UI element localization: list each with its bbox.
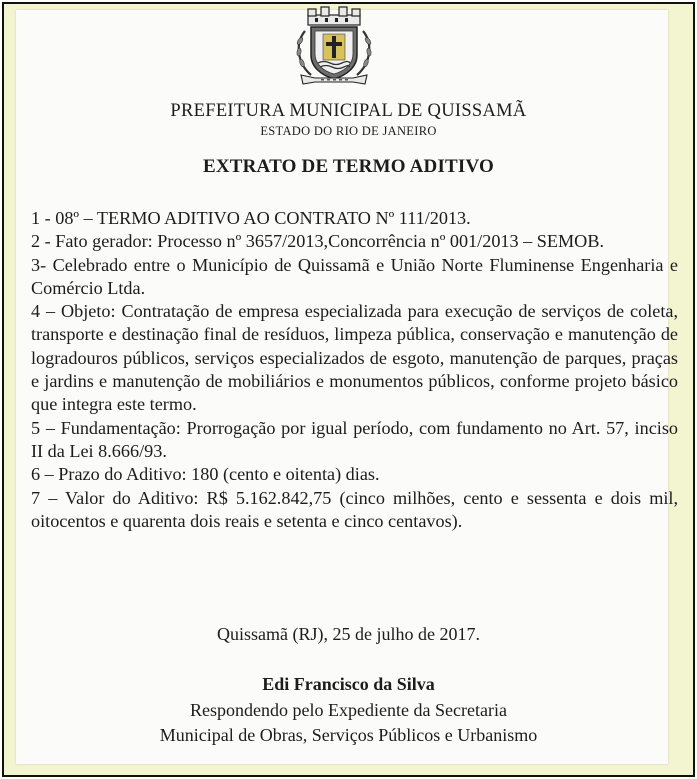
organization-name: PREFEITURA MUNICIPAL DE QUISSAMÃ [170, 101, 527, 121]
clause-7: 7 – Valor do Aditivo: R$ 5.162.842,75 (cinco milhões, cento e sessenta e dois mil, oitocentos e quarenta dois reais e setenta e cinco centavos). [31, 487, 678, 531]
document-title: EXTRATO DE TERMO ADITIVO [202, 156, 495, 177]
signer-name: Edi Francisco da Silva [262, 674, 435, 694]
document-body [31, 207, 678, 533]
clause-5: 5 – Fundamentação: Prorrogação por igual período, com fundamento no Art. 57, inciso II da Lei 8.666/93. [31, 417, 678, 461]
signer-role-line-2: Municipal de Obras, Serviços Públicos e Urbanismo [159, 725, 538, 745]
clause-3: 3- Celebrado entre o Município de Quissamã e União Norte Fluminense Engenharia e Comércio Ltda. [31, 254, 678, 298]
clause-1: 1 - 08º – TERMO ADITIVO AO CONTRATO Nº 111/2013. [31, 208, 471, 228]
municipal-coat-of-arms-icon [291, 5, 377, 91]
place-and-date: Quissamã (RJ), 25 de julho de 2017. [217, 624, 480, 644]
clause-2: 2 - Fato gerador: Processo nº 3657/2013,Concorrência nº 001/2013 – SEMOB. [31, 231, 604, 252]
clause-4: 4 – Objeto: Contratação de empresa especializada para execução de serviços de coleta, transporte e destinação final de resíduos, limpeza pública, conservação e manutenção de logradouros públicos, serviços especializados de esgoto, manutenção de parques, praças e jardins e manutenção de mobiliários e monumentos públicos, conforme projeto básico que integra este termo. [31, 301, 678, 415]
state-name: ESTADO DO RIO DE JANEIRO [260, 124, 437, 138]
clause-6: 6 – Prazo do Aditivo: 180 (cento e oitenta) dias. [31, 464, 380, 485]
signer-role-line-1: Respondendo pelo Expediente da Secretaria [190, 700, 507, 720]
